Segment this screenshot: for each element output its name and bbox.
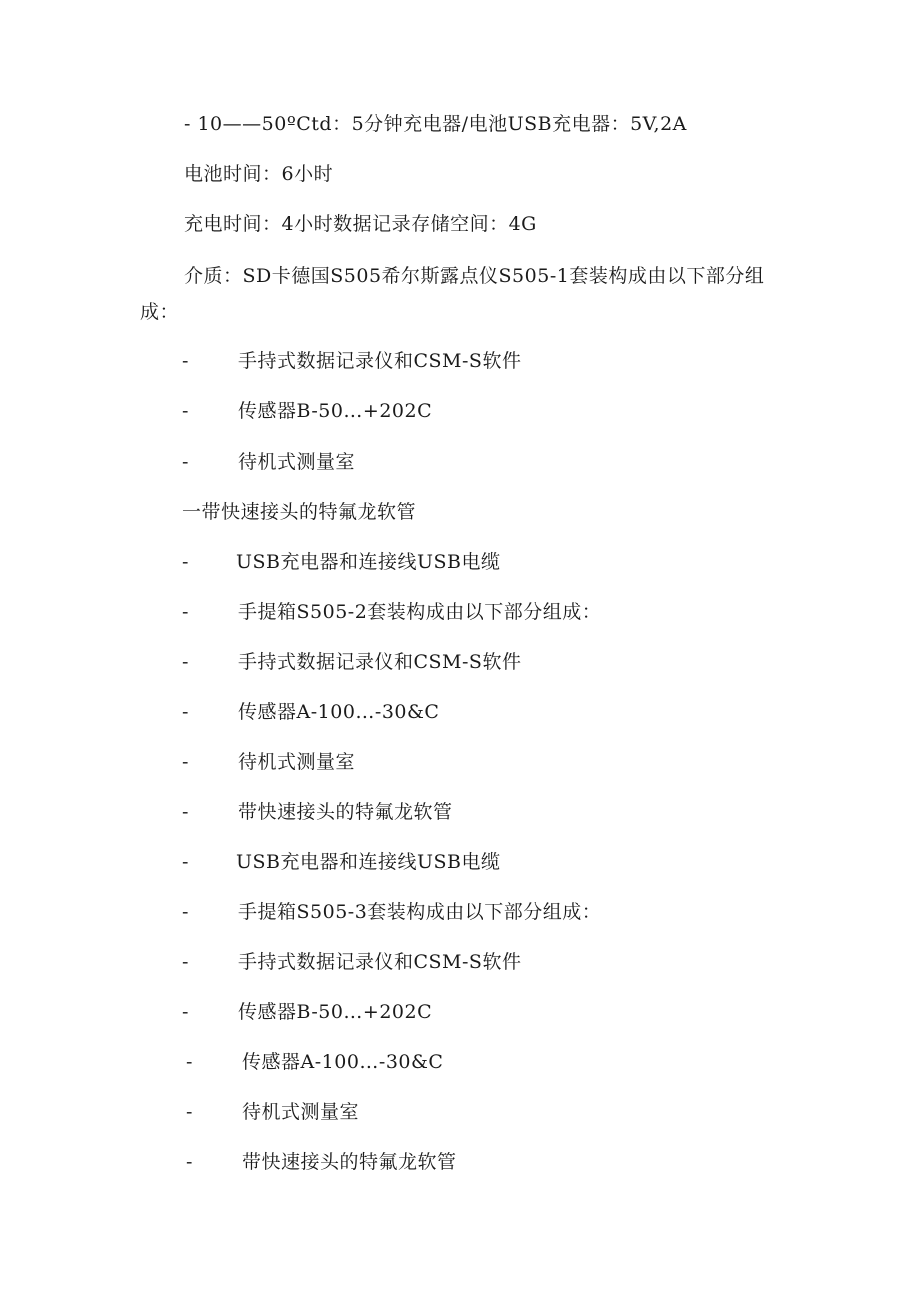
list-item-marker: - [182,851,189,873]
list-item-marker: - [182,951,189,973]
list-item-marker: - [182,901,189,923]
spec-line-continuation: 成： [140,301,180,323]
list-item-marker: - [186,1101,193,1123]
list-item-marker: - [182,801,189,823]
list-item-marker: - [186,1051,193,1073]
list-item: 手提箱S505-3套装构成由以下部分组成： [238,901,602,923]
list-item: 手持式数据记录仪和CSM-S软件 [238,350,522,372]
list-item: 带快速接头的特氟龙软管 [238,801,453,823]
list-item: 手提箱S505-2套装构成由以下部分组成： [238,601,602,623]
spec-line-charge-time-storage: 充电时间：4小时数据记录存储空间：4G [184,213,537,235]
list-item-marker: - [182,451,189,473]
list-item: 传感器A-100…-30&C [242,1051,444,1073]
list-item-marker: - [182,1001,189,1023]
list-item: 一带快速接头的特氟龙软管 [182,501,417,523]
spec-line-media-s505-1: 介质：SD卡德国S505希尔斯露点仪S505-1套装构成由以下部分组 [184,265,765,287]
list-item: USB充电器和连接线USB电缆 [236,851,501,873]
list-item: USB充电器和连接线USB电缆 [236,551,501,573]
spec-line-battery-time: 电池时间：6小时 [184,163,334,185]
list-item: 待机式测量室 [238,451,356,473]
list-item: 带快速接头的特氟龙软管 [242,1151,457,1173]
list-item-marker: - [182,701,189,723]
list-item: 待机式测量室 [242,1101,360,1123]
list-item: 手持式数据记录仪和CSM-S软件 [238,651,522,673]
list-item: 传感器B-50…+202C [238,1001,433,1023]
list-item-marker: - [182,651,189,673]
list-item-marker: - [182,751,189,773]
list-item-marker: - [182,551,189,573]
list-item-marker: - [182,400,189,422]
list-item: 传感器B-50…+202C [238,400,433,422]
spec-line-temperature-charger: - 10——50ºCtd：5分钟充电器/电池USB充电器：5V,2A [184,113,687,135]
list-item-marker: - [182,601,189,623]
list-item-marker: - [186,1151,193,1173]
list-item-marker: - [182,350,189,372]
list-item: 待机式测量室 [238,751,356,773]
list-item: 手持式数据记录仪和CSM-S软件 [238,951,522,973]
list-item: 传感器A-100…-30&C [238,701,440,723]
